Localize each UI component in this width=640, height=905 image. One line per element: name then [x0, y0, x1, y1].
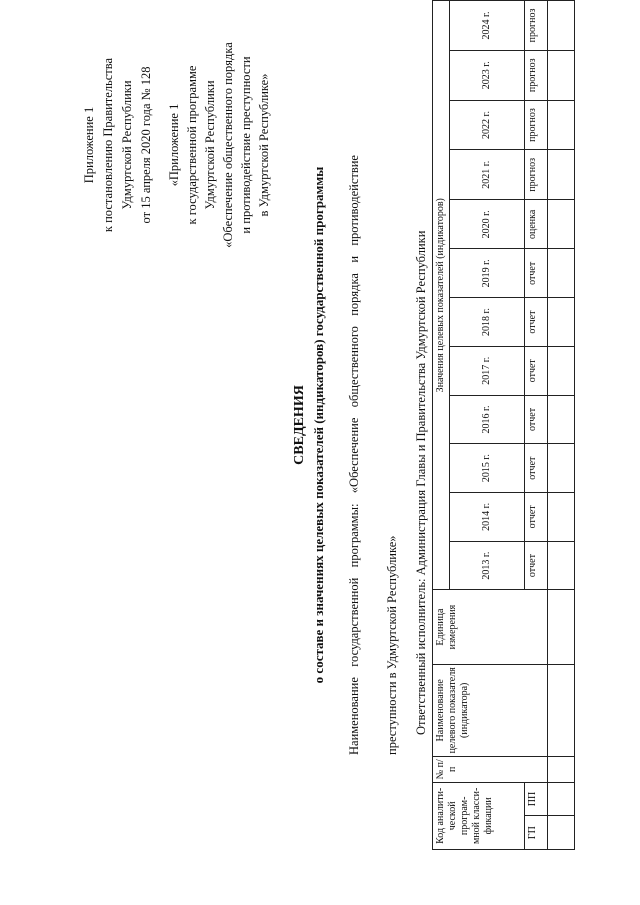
appendix-decree-line-2: к постановлению Правительства	[101, 57, 115, 233]
appendix-decree-line-4: от 15 апреля 2020 года № 128	[139, 66, 153, 224]
table-cell	[548, 444, 575, 493]
table-cell	[548, 493, 575, 542]
header-status: отчет	[525, 541, 548, 590]
appendix-program-line-2: к государственной программе	[185, 65, 199, 225]
table-cell	[548, 150, 575, 200]
table-cell	[548, 756, 575, 782]
program-name-line-2: преступности в Удмуртской Республике»	[385, 535, 399, 755]
responsible-executor: Ответственный исполнитель: Администрация Главы и Правительства Удмуртской Республики	[414, 230, 428, 735]
header-number: № п/п	[433, 756, 548, 782]
table-cell	[548, 1, 575, 51]
document-title	[290, 75, 328, 775]
appendix-program-block	[165, 5, 273, 285]
appendix-program-line-1: «Приложение 1	[167, 103, 181, 187]
table-cell	[548, 816, 575, 850]
header-status: отчет	[525, 249, 548, 298]
appendix-decree-line-1: Приложение 1	[82, 106, 96, 184]
header-year: 2022 г.	[450, 100, 525, 150]
program-name-line-1: Наименование государственной программы: «Обеспечение общественного порядка и противодействие	[347, 155, 361, 755]
header-status: прогноз	[525, 50, 548, 100]
header-year: 2020 г.	[450, 200, 525, 249]
header-pp: ПП	[525, 782, 548, 816]
header-status: прогноз	[525, 150, 548, 200]
header-status: прогноз	[525, 100, 548, 150]
title-subheading: о составе и значениях целевых показателей (индикаторов) государственной программы	[311, 166, 326, 684]
table-cell	[548, 200, 575, 249]
header-year: 2016 г.	[450, 395, 525, 444]
header-year: 2018 г.	[450, 298, 525, 347]
table-cell	[548, 249, 575, 298]
header-code: Код аналити- ческой програм- мной класси- фикации	[433, 782, 525, 849]
header-indicator-name: Наименование целевого показателя (индикатора)	[433, 664, 548, 756]
table-cell	[548, 395, 575, 444]
table-cell	[548, 50, 575, 100]
table-cell	[548, 664, 575, 756]
header-year: 2019 г.	[450, 249, 525, 298]
appendix-decree-block	[80, 25, 156, 265]
header-status: отчет	[525, 298, 548, 347]
header-status: отчет	[525, 346, 548, 395]
header-year: 2021 г.	[450, 150, 525, 200]
header-year: 2015 г.	[450, 444, 525, 493]
appendix-decree-line-3: Удмуртской Республики	[120, 80, 134, 210]
header-status: отчет	[525, 493, 548, 542]
appendix-program-line-5: и противодействие преступности	[239, 56, 253, 234]
header-status: оценка	[525, 200, 548, 249]
table-cell	[548, 298, 575, 347]
header-year: 2017 г.	[450, 346, 525, 395]
indicators-table	[432, 0, 575, 850]
appendix-program-line-4: «Обеспечение общественного порядка	[221, 42, 235, 248]
header-year: 2013 г.	[450, 541, 525, 590]
header-unit: Единица измерения	[433, 590, 548, 664]
header-year: 2023 г.	[450, 50, 525, 100]
appendix-program-line-3: Удмуртской Республики	[203, 80, 217, 210]
header-status: прогноз	[525, 1, 548, 51]
table-cell	[548, 590, 575, 664]
table-cell	[548, 782, 575, 816]
table-cell	[548, 100, 575, 150]
table-cell	[548, 541, 575, 590]
header-year: 2024 г.	[450, 1, 525, 51]
table-cell	[548, 346, 575, 395]
header-values: Значения целевых показателей (индикаторов)	[433, 1, 450, 590]
appendix-program-line-6: в Удмуртской Республике»	[257, 73, 271, 217]
header-year: 2014 г.	[450, 493, 525, 542]
header-status: отчет	[525, 395, 548, 444]
title-heading: СВЕДЕНИЯ	[292, 385, 307, 465]
header-status: отчет	[525, 444, 548, 493]
header-gp: ГП	[525, 816, 548, 850]
